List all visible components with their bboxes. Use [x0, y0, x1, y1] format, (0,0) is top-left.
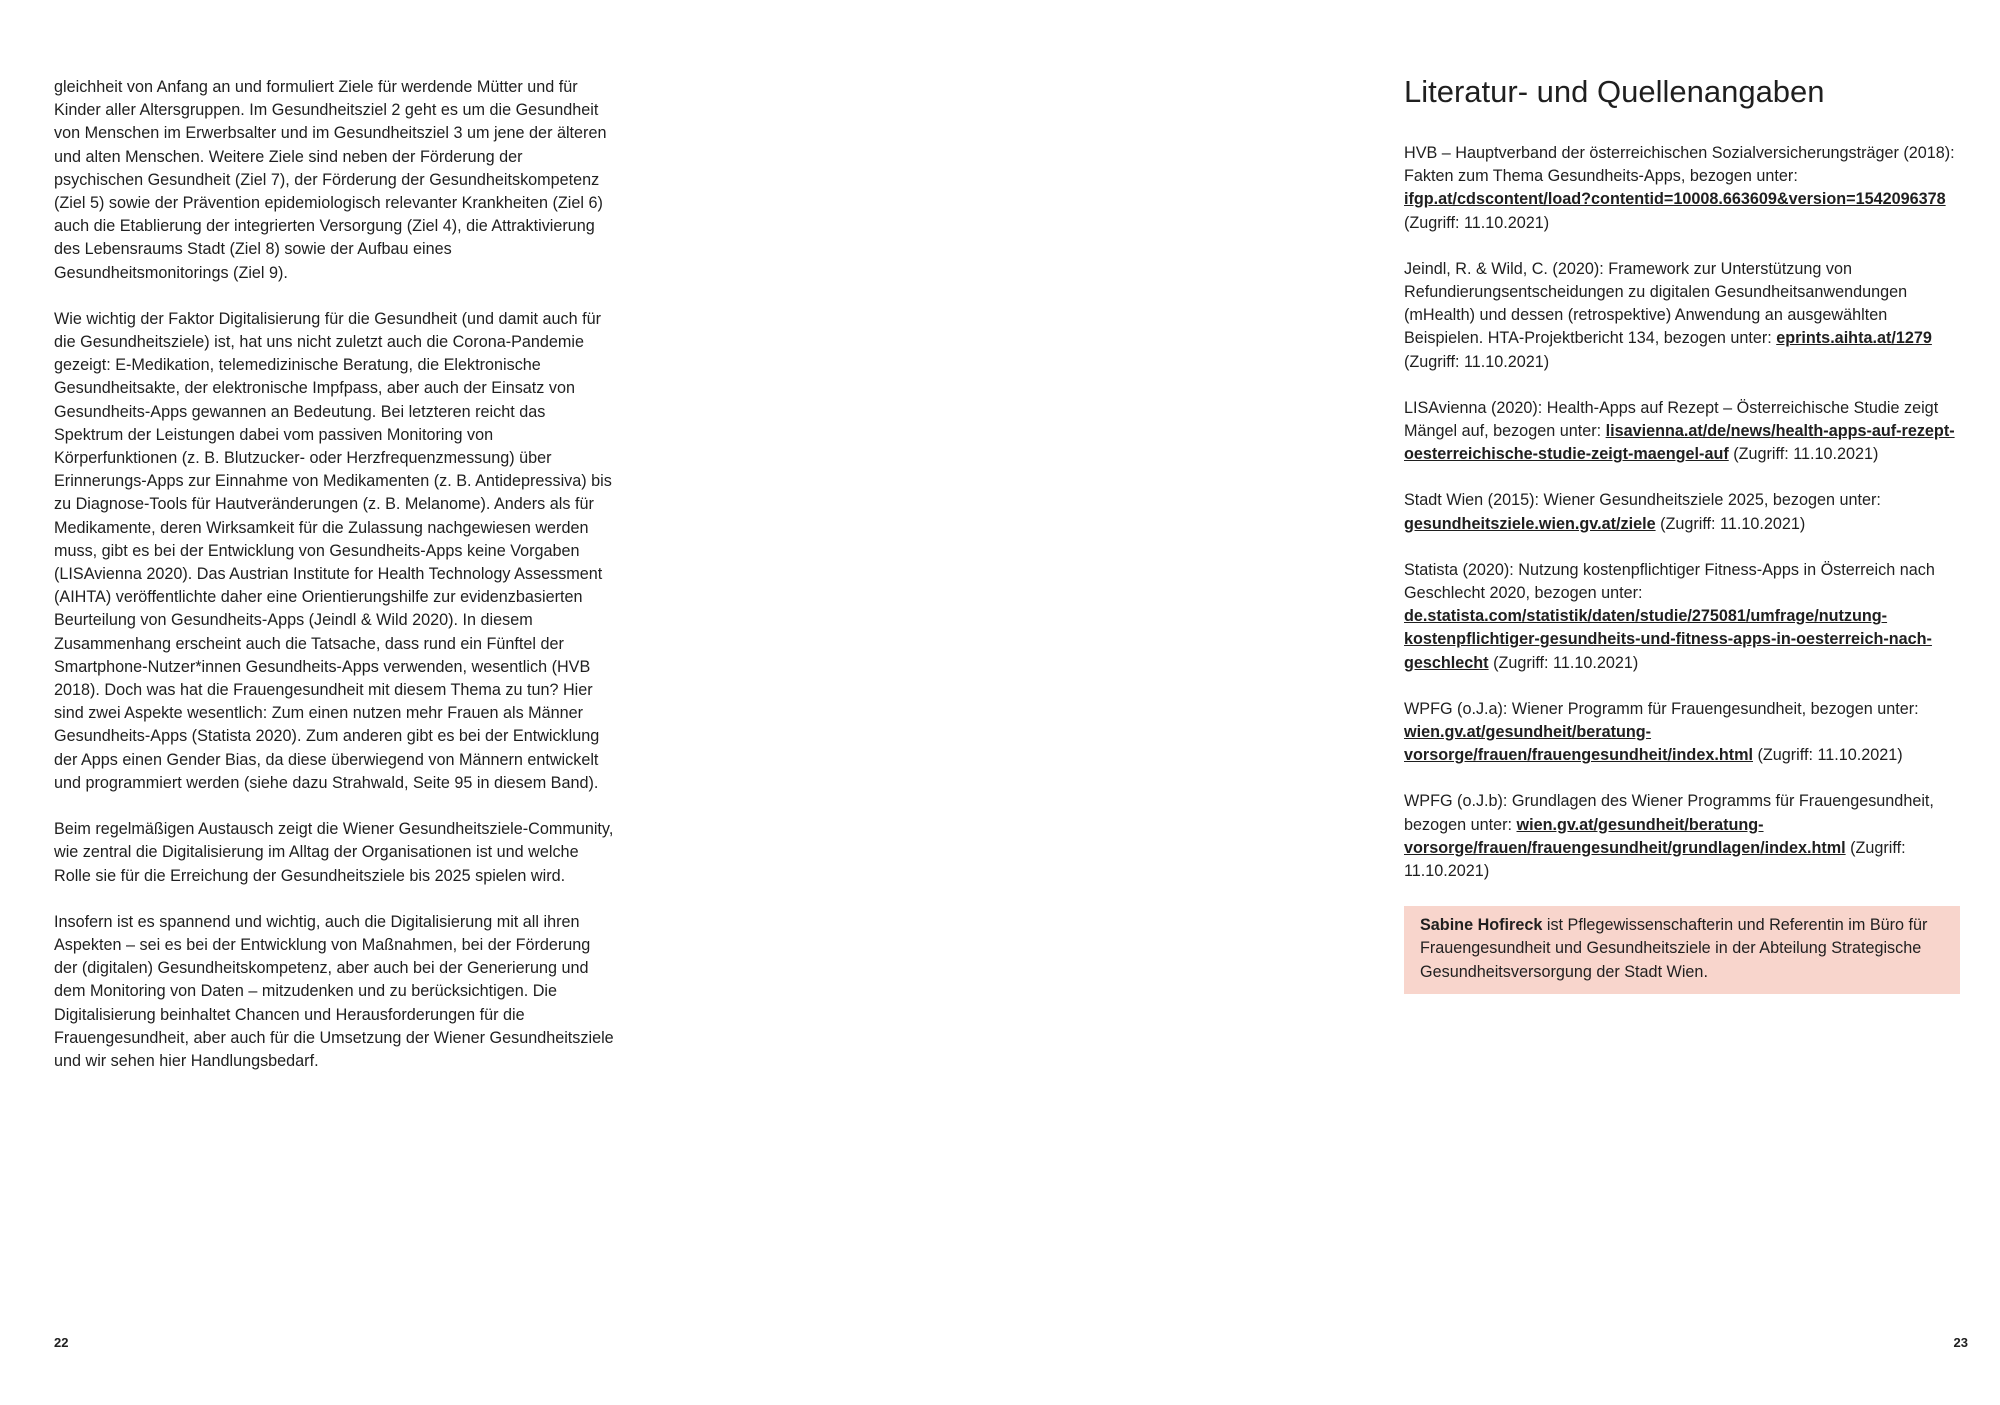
reference-access-date: (Zugriff: 11.10.2021) — [1753, 746, 1903, 765]
reference-entry — [1404, 790, 1960, 883]
body-paragraph: Insofern ist es spannend und wichtig, auch die Digitalisierung mit all ihren Aspekten – sei es bei der Entwicklung von Maßnahmen, bei der Förderung der (digitalen) Gesundheitskompetenz, aber auch bei der Generierung und dem Monitoring von Daten – mitzudenken und zu berücksichtigen. Die Digitalisierung beinhaltet Chancen und Herausforderungen für die Frauengesundheit, aber auch für die Umsetzung der Wiener Gesundheitsziele und wir sehen hier Handlungsbedarf. — [54, 912, 614, 1070]
page-number-left: 22 — [54, 1335, 69, 1350]
reference-access-date: (Zugriff: 11.10.2021) — [1404, 352, 1550, 371]
reference-text: HVB – Hauptverband der österreichischen Sozialversicherungsträger (2018): Fakten zum Thema Gesundheits-Apps, bezogen unter: — [1404, 144, 1955, 186]
reference-access-date: (Zugriff: 11.10.2021) — [1404, 213, 1550, 232]
reference-text: Stadt Wien (2015): Wiener Gesundheitsziele 2025, bezogen unter: — [1404, 491, 1881, 510]
reference-text: LISAvienna (2020): Health-Apps auf Rezept – Österreichische Studie zeigt Mängel auf, bezogen unter: — [1404, 398, 1939, 441]
body-paragraph: gleichheit von Anfang an und formuliert Ziele für werdende Mütter und für Kinder aller Altersgruppen. Im Gesundheitsziel 2 geht es um die Gesundheit von Menschen im Erwerbsalter und im Gesundheitsziel 3 um jene der älteren und alten Menschen. Weitere Ziele sind neben der Förderung der psychischen Gesundheit (Ziel 7), der Förderung der Gesundheitskompetenz (Ziel 5) sowie der Prävention epidemiologisch relevanter Krankheiten (Ziel 6) auch die Etablierung der integrierten Versorgung (Ziel 4), die Attraktivierung des Lebensraums Stadt (Ziel 8) sowie der Aufbau eines Gesundheitsmonitorings (Ziel 9). — [54, 78, 607, 282]
author-name: Sabine Hofireck — [1420, 916, 1543, 935]
reference-text: Statista (2020): Nutzung kostenpflichtiger Fitness-Apps in Österreich nach Geschlecht 2020, bezogen unter: — [1404, 560, 1935, 603]
reference-link[interactable]: lisavienna.at/de/news/health-apps-auf-rezept-oesterreichische-studie-zeigt-maengel-auf — [1404, 422, 1955, 464]
right-page — [1000, 0, 2000, 1405]
reference-text: WPFG (o.J.a): Wiener Programm für Frauengesundheit, bezogen unter: — [1404, 699, 1919, 718]
reference-link[interactable]: gesundheitsziele.wien.gv.at/ziele — [1404, 514, 1656, 533]
reference-link[interactable]: eprints.aihta.at/1279 — [1776, 329, 1932, 348]
reference-entry — [1404, 258, 1960, 374]
reference-entry — [1404, 397, 1960, 467]
reference-link[interactable]: de.statista.com/statistik/daten/studie/275081/umfrage/nutzung-kostenpflichtiger-gesundheits-und-fitness-apps-in-oesterreich-nach-geschlecht — [1404, 607, 1932, 672]
references-heading: Literatur- und Quellenangaben — [1404, 74, 1825, 109]
reference-entry — [1404, 142, 1960, 235]
reference-access-date: (Zugriff: 11.10.2021) — [1655, 514, 1806, 533]
reference-link[interactable]: wien.gv.at/gesundheit/beratung-vorsorge/frauen/frauengesundheit/index.html — [1404, 723, 1753, 765]
reference-link[interactable]: ifgp.at/cdscontent/load?contentid=10008.663609&version=1542096378 — [1404, 190, 1946, 209]
page-number-right: 23 — [1953, 1335, 1968, 1350]
references-column — [1404, 72, 1960, 994]
reference-entry — [1404, 489, 1960, 535]
author-bio-box — [1404, 906, 1960, 994]
body-paragraph: Beim regelmäßigen Austausch zeigt die Wiener Gesundheitsziele-Community, wie zentral die Digitalisierung im Alltag der Organisationen ist und welche Rolle sie für die Erreichung der Gesundheitsziele bis 2025 spielen wird. — [54, 820, 614, 885]
reference-link[interactable]: wien.gv.at/gesundheit/beratung-vorsorge/frauen/frauengesundheit/grundlagen/index.html — [1404, 815, 1846, 857]
reference-entry — [1404, 698, 1960, 768]
reference-access-date: (Zugriff: 11.10.2021) — [1404, 838, 1906, 881]
reference-entry — [1404, 559, 1960, 675]
reference-text: Jeindl, R. & Wild, C. (2020): Framework zur Unterstützung von Refundierungsentscheidungen zu digitalen Gesundheitsanwendungen (mHealth) und dessen (retrospektive) Anwendung an ausgewählten Beispielen. HTA-Projektbericht 134, bezogen unter: — [1404, 259, 1908, 348]
reference-access-date: (Zugriff: 11.10.2021) — [1488, 653, 1639, 672]
reference-access-date: (Zugriff: 11.10.2021) — [1728, 445, 1879, 464]
author-bio-text: ist Pflegewissenschafterin und Referentin im Büro für Frauengesundheit und Gesundheitsziele in der Abteilung Strategische Gesundheitsversorgung der Stadt Wien. — [1420, 916, 1928, 981]
reference-text: WPFG (o.J.b): Grundlagen des Wiener Programms für Frauengesundheit, bezogen unter: — [1404, 792, 1934, 834]
body-paragraph: Wie wichtig der Faktor Digitalisierung für die Gesundheit (und damit auch für die Gesundheitsziele) ist, hat uns nicht zuletzt auch die Corona-Pandemie gezeigt: E-Medikation, telemedizinische Beratung, die Elektronische Gesundheitsakte, der elektronische Impfpass, aber auch der Einsatz von Gesundheits-Apps gewannen an Bedeutung. Bei letzteren reicht das Spektrum der Leistungen dabei vom passiven Monitoring von Körperfunktionen (z. B. Blutzucker- oder Herzfrequenzmessung) über Erinnerungs-Apps zur Einnahme von Medikamenten (z. B. Antidepressiva) bis zu Diagnose-Tools für Hautveränderungen (z. B. Melanome). Anders als für Medikamente, deren Wirksamkeit für die Zulassung nachgewiesen werden muss, gibt es bei der Entwicklung von Gesundheits-Apps keine Vorgaben (LISAvienna 2020). Das Austrian Institute for Health Technology Assessment (AIHTA) veröffentlichte daher eine Orientierungshilfe zur evidenzbasierten Beurteilung von Gesundheits-Apps (Jeindl & Wild 2020). In diesem Zusammenhang erscheint auch die Tatsache, dass rund ein Fünftel der Smartphone-Nutzer*innen Gesundheits-Apps verwenden, wesentlich (HVB 2018). Doch was hat die Frauengesundheit mit diesem Thema zu tun? Hier sind zwei Aspekte wesentlich: Zum einen nutzen mehr Frauen als Männer Gesundheits-Apps (Statista 2020). Zum anderen gibt es bei der Entwicklung der Apps einen Gender Bias, da diese überwiegend von Männern entwickelt und programmiert werden (siehe dazu Strahwald, Seite 95 in diesem Band). — [54, 309, 612, 792]
body-text-column — [54, 76, 614, 1096]
